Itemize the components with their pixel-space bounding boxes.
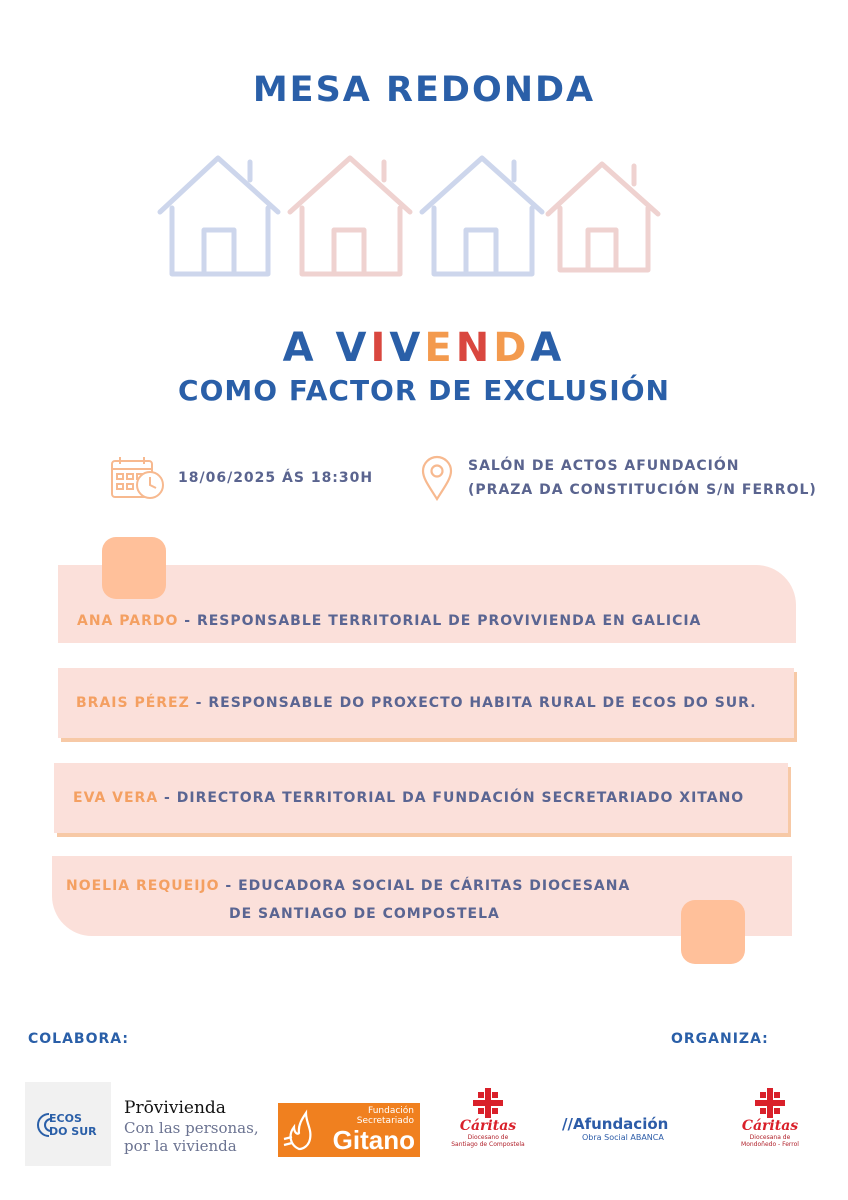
ecos-line-1: ECOS (49, 1112, 82, 1125)
houses-illustration (150, 150, 670, 285)
flame-icon (282, 1109, 316, 1153)
speaker-row: EVA VERA - DIRECTORA TERRITORIAL DA FUNDACIÓN SECRETARIADO XITANO (73, 790, 745, 806)
headline-letter: A (530, 325, 566, 371)
headline-letter: D (493, 325, 531, 371)
house-icon (422, 158, 542, 274)
provivienda-logo (124, 1098, 274, 1155)
gitano-small-2: Secretariado (356, 1116, 414, 1126)
caritas-santiago-sub-2: Santiago de Compostela (451, 1141, 525, 1148)
headline-letter: V (389, 325, 425, 371)
headline-letter: A (282, 325, 318, 371)
speaker-name: ANA PARDO (77, 613, 179, 629)
afundacion-sub: Obra Social ABANCA (582, 1133, 664, 1142)
speaker-row: BRAIS PÉREZ - RESPONSABLE DO PROXECTO HABITA RURAL DE ECOS DO SUR. (76, 695, 757, 711)
gitano-logo (278, 1103, 420, 1157)
caritas-ferrol-name: Cáritas (741, 1118, 799, 1134)
caritas-ferrol-logo (722, 1088, 818, 1148)
speaker-role-continued: DE SANTIAGO DE COMPOSTELA (229, 906, 500, 922)
colabora-label: COLABORA: (28, 1031, 129, 1047)
headline-subtitle: COMO FACTOR DE EXCLUSIÓN (178, 374, 670, 407)
caritas-santiago-name: Cáritas (459, 1118, 517, 1134)
decorative-square (102, 537, 166, 599)
headline-letter: E (424, 325, 456, 371)
headline-letter: V (335, 325, 371, 371)
caritas-santiago-logo (440, 1088, 536, 1148)
speaker-role: EDUCADORA SOCIAL DE CÁRITAS DIOCESANA (238, 878, 631, 894)
provivienda-name: Prōvivienda (124, 1098, 226, 1118)
gitano-small-1: Fundación (368, 1106, 414, 1116)
calendar-clock-icon (110, 455, 168, 501)
headline-letter (318, 325, 336, 371)
caritas-cross-icon (754, 1088, 786, 1118)
caritas-santiago-sub-1: Diocesano de (467, 1134, 509, 1141)
headline-letter: N (455, 325, 494, 371)
speaker-row: NOELIA REQUEIJO - EDUCADORA SOCIAL DE CÁRITAS DIOCESANA (66, 878, 631, 894)
speaker-row: ANA PARDO - RESPONSABLE TERRITORIAL DE PROVIVIENDA EN GALICIA (77, 613, 702, 629)
speaker-role: DIRECTORA TERRITORIAL DA FUNDACIÓN SECRETARIADO XITANO (176, 790, 745, 806)
speaker-name: NOELIA REQUEIJO (66, 878, 220, 894)
event-title: MESA REDONDA (252, 70, 596, 110)
house-icon (290, 158, 410, 274)
afundacion-name: //Afundación (562, 1115, 669, 1133)
house-icon (548, 164, 658, 270)
headline-main (0, 325, 848, 371)
caritas-cross-icon (472, 1088, 504, 1118)
provivienda-tagline-1: Con las personas, (124, 1119, 259, 1137)
decorative-square (681, 900, 745, 964)
headline-letter: I (370, 325, 390, 371)
ecos-line-2: DO SUR (49, 1125, 97, 1138)
gitano-big: Gitano (332, 1125, 415, 1155)
provivienda-tagline-2: por la vivienda (124, 1137, 237, 1155)
speaker-name: BRAIS PÉREZ (76, 695, 190, 711)
speaker-role: RESPONSABLE DO PROXECTO HABITA RURAL DE ECOS DO SUR. (208, 695, 757, 711)
afundacion-logo (562, 1115, 682, 1142)
ecos-do-sur-logo (25, 1082, 111, 1166)
map-pin-icon (420, 455, 454, 501)
organiza-label: ORGANIZA: (671, 1031, 769, 1047)
caritas-ferrol-sub-2: Mondoñedo - Ferrol (741, 1141, 799, 1148)
house-icon (160, 158, 278, 274)
speaker-band (58, 565, 796, 643)
venue-line-1: SALÓN DE ACTOS AFUNDACIÓN (468, 458, 740, 474)
speaker-name: EVA VERA (73, 790, 159, 806)
event-date: 18/06/2025 ÁS 18:30H (178, 470, 374, 486)
venue-line-2: (PRAZA DA CONSTITUCIÓN S/N FERROL) (468, 482, 817, 498)
speaker-role: RESPONSABLE TERRITORIAL DE PROVIVIENDA EN GALICIA (196, 613, 702, 629)
caritas-ferrol-sub-1: Diocesana de (749, 1134, 791, 1141)
